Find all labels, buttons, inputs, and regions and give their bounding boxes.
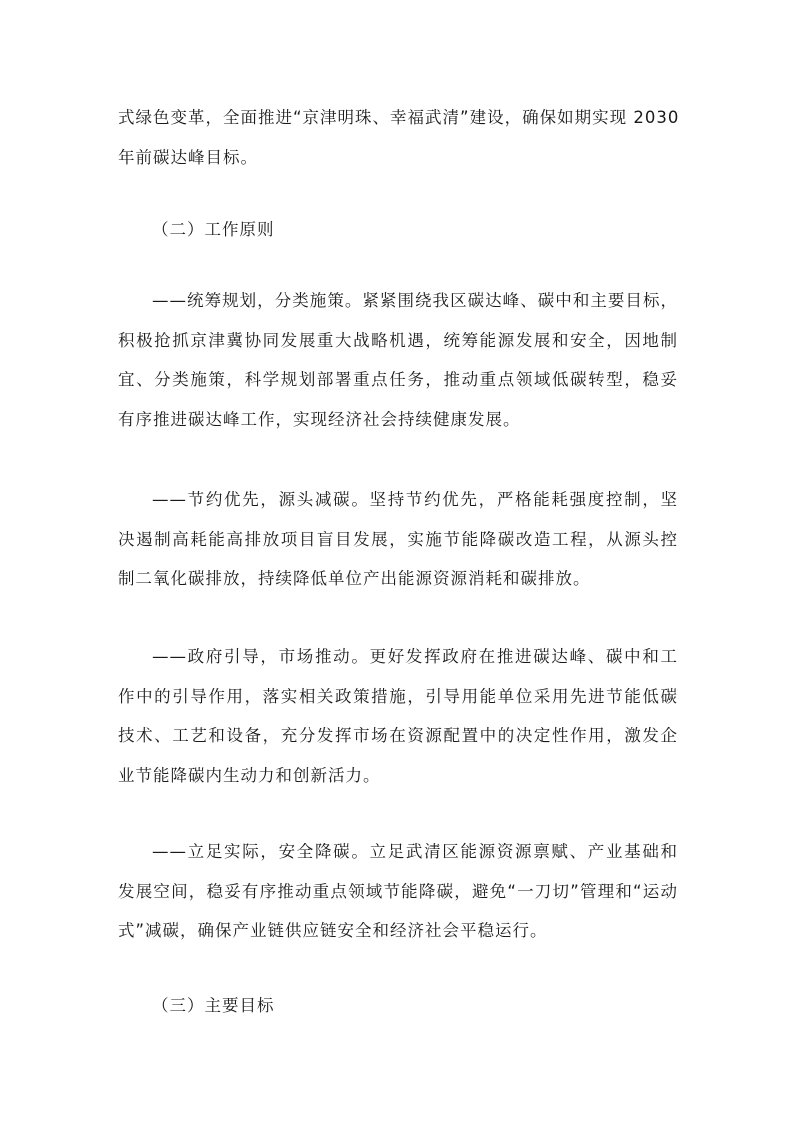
- text-line: 积极抢抓京津冀协同发展重大战略机遇，统筹能源发展和安全，因地制: [118, 330, 678, 350]
- paragraph-planning-principle: [118, 281, 678, 439]
- text-line: 宜、分类施策，科学规划部署重点任务，推动重点领域低碳转型，稳妥: [118, 370, 678, 389]
- text-line: 有序推进碳达峰工作，实现经济社会持续健康发展。: [118, 409, 521, 429]
- paragraph-saving-principle: [118, 480, 678, 599]
- text-line: 作中的引导作用，落实相关政策措施，引导用能单位采用先进节能低碳: [118, 686, 678, 706]
- text-line: ——节约优先，源头减碳。坚持节约优先，严格能耗强度控制，坚: [152, 490, 678, 509]
- section-heading-work-principles: （二）工作原则: [152, 220, 275, 239]
- text-line: ——政府引导，市场推动。更好发挥政府在推进碳达峰、碳中和工: [152, 647, 678, 666]
- paragraph-safety-principle: [118, 832, 678, 951]
- text-line: 决遏制高耗能高排放项目盲目发展，实施节能降碳改造工程，从源头控: [118, 529, 678, 549]
- section-heading-main-goals: （三）主要目标: [152, 996, 275, 1015]
- text-line: 制二氧化碳排放，持续降低单位产出能源资源消耗和碳排放。: [118, 569, 591, 588]
- text-line: ——立足实际，安全降碳。立足武清区能源资源禀赋、产业基础和: [152, 842, 678, 861]
- text-line: 式”减碳，确保产业链供应链安全和经济社会平稳运行。: [118, 921, 548, 940]
- text-line: 式绿色变革，全面推进“京津明珠、幸福武清”建设，确保如期实现 2030: [118, 108, 680, 127]
- text-line: ——统筹规划，分类施策。紧紧围绕我区碳达峰、碳中和主要目标，: [152, 291, 678, 310]
- paragraph-government-principle: [118, 637, 678, 795]
- text-line: 发展空间，稳妥有序推动重点领域节能降碳，避免“一刀切”管理和“运动: [118, 881, 678, 901]
- text-line: 年前碳达峰目标。: [118, 147, 258, 167]
- text-line: 技术、工艺和设备，充分发挥市场在资源配置中的决定性作用，激发企: [118, 726, 678, 745]
- paragraph-intro-continuation: [118, 98, 678, 177]
- text-line: 业节能降碳内生动力和创新活力。: [118, 765, 381, 785]
